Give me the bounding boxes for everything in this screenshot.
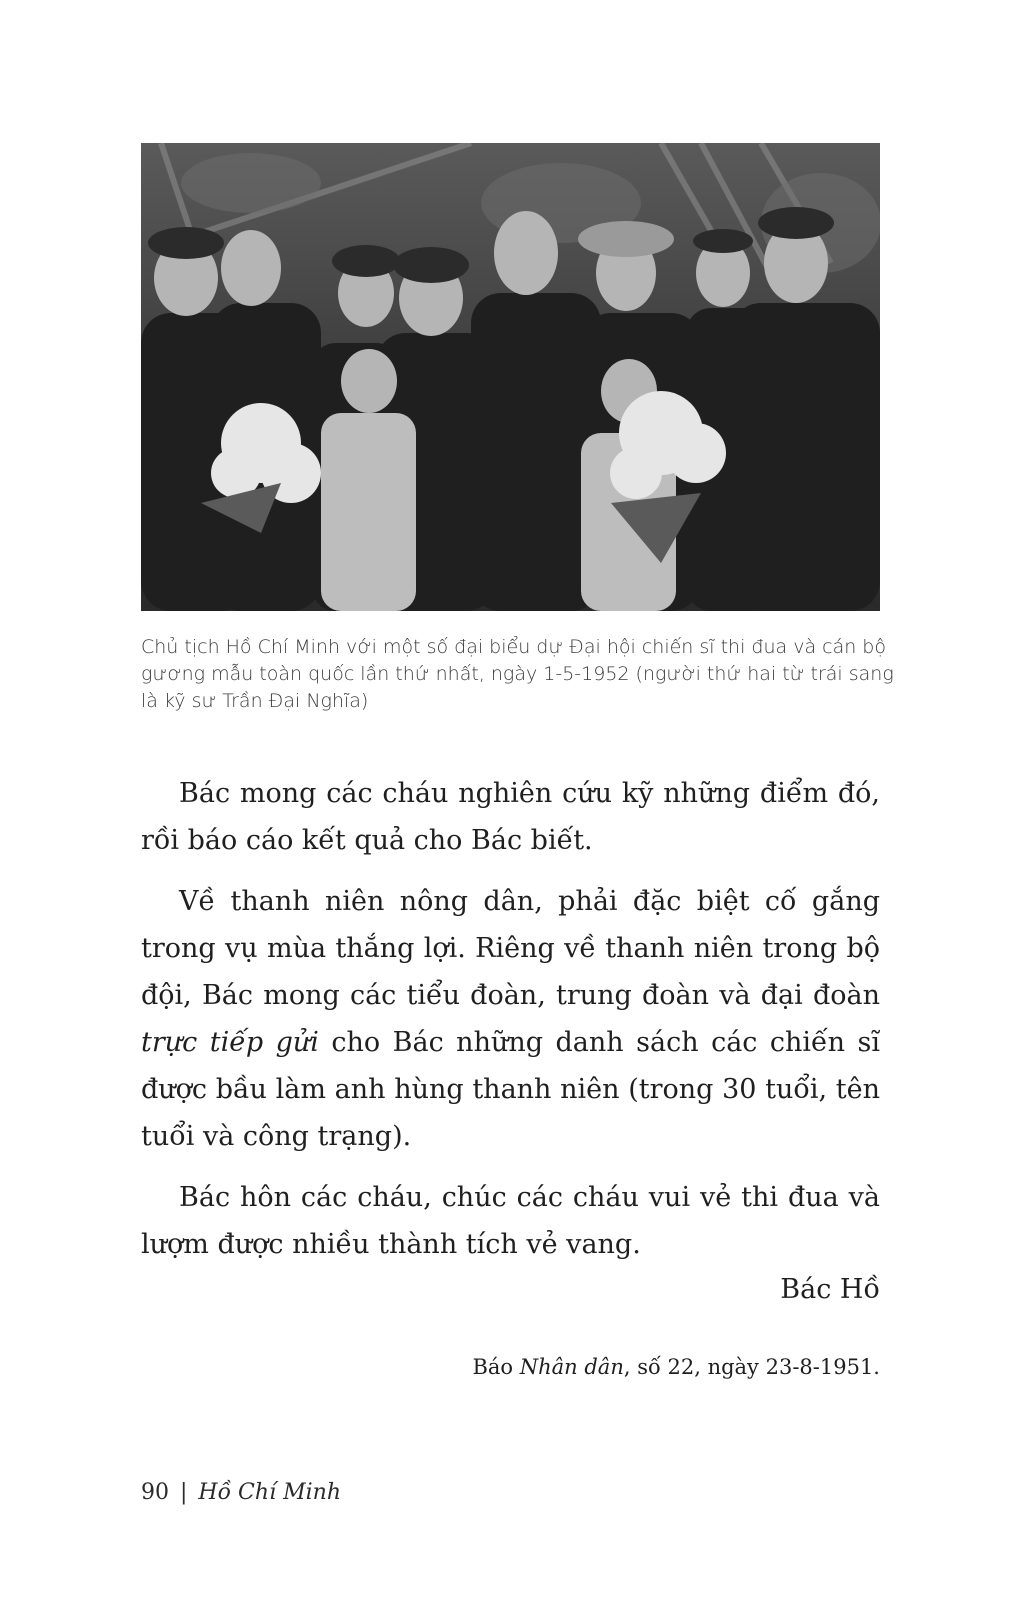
group-photo-image [141, 143, 880, 611]
source-prefix: Báo [472, 1355, 520, 1379]
page-number: 90 [141, 1480, 169, 1505]
page-footer [141, 1480, 341, 1505]
paragraph-3: Bác hôn các cháu, chúc các cháu vui vẻ thi đua và lượm được nhiều thành tích vẻ vang. [141, 1182, 880, 1260]
paragraph-2-text-a: Về thanh niên nông dân, phải đặc biệt cố gắng trong vụ mùa thắng lợi. Riêng về thanh niên trong bộ đội, Bác mong các tiểu đoàn, trung đoàn và đại đoàn [141, 886, 880, 1011]
source-citation [472, 1355, 880, 1379]
source-suffix: , số 22, ngày 23-8-1951. [623, 1355, 880, 1379]
paragraph-2 [141, 878, 880, 1160]
group-photo [141, 143, 880, 611]
paragraph-2-emphasis: trực tiếp gửi [141, 1027, 319, 1058]
photo-caption: Chủ tịch Hồ Chí Minh với một số đại biểu dự Đại hội chiến sĩ thi đua và cán bộ gương mẫu toàn quốc lần thứ nhất, ngày 1-5-1952 (người thứ hai từ trái sang là kỹ sư Trần Đại Nghĩa) [141, 636, 894, 712]
book-title: Hồ Chí Minh [198, 1480, 341, 1505]
letter-body [141, 770, 880, 1282]
footer-separator: | [180, 1480, 188, 1505]
source-newspaper: Nhân dân [519, 1355, 624, 1379]
paragraph-1: Bác mong các cháu nghiên cứu kỹ những điểm đó, rồi báo cáo kết quả cho Bác biết. [141, 778, 880, 856]
signature: Bác Hồ [780, 1274, 880, 1305]
paragraph-2-text-b: cho Bác những danh sách các chiến sĩ được bầu làm anh hùng thanh niên (trong 30 tuổi, tên tuổi và công trạng). [141, 1027, 880, 1152]
